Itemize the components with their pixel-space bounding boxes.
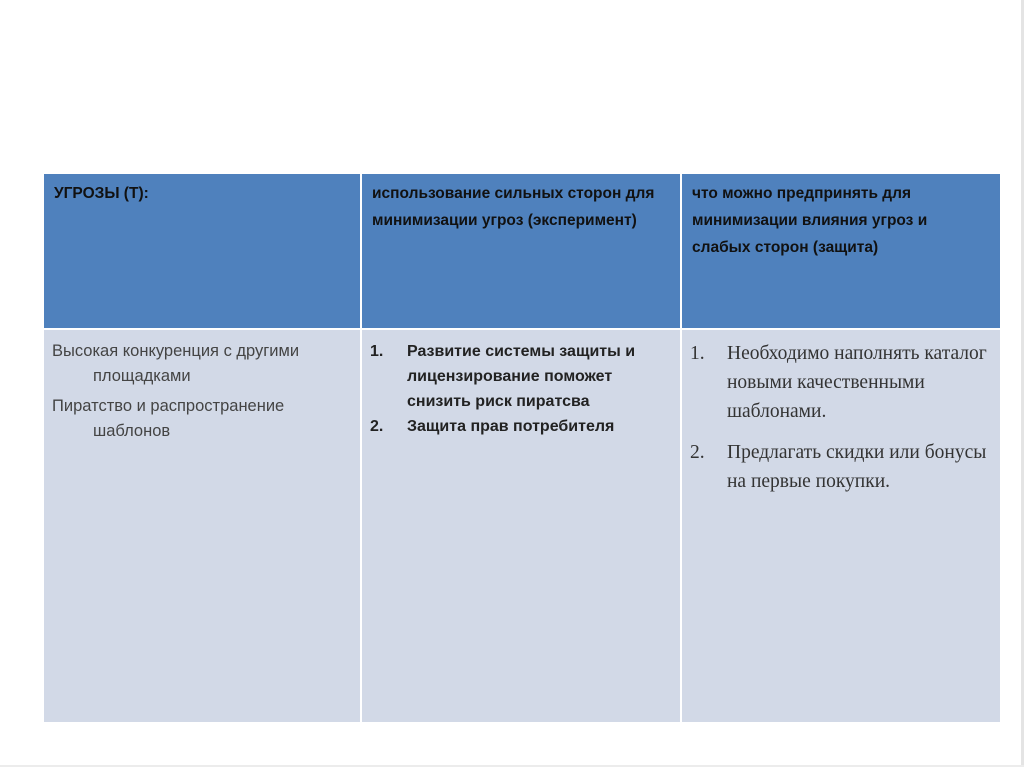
threat-item: Пиратство и распространение шаблонов: [52, 397, 285, 440]
strengths-use-item: [370, 414, 672, 439]
list-number: 1.: [690, 343, 705, 364]
header-row: [43, 173, 1001, 329]
body-row: [43, 329, 1001, 723]
header-defense-label: что можно предпринять для минимизации влияния угроз и слабых сторон (защита): [692, 185, 928, 256]
strengths-use-item: [370, 339, 672, 414]
list-text: Предлагать скидки или бонусы на первые покупки.: [727, 442, 987, 492]
list-number: 2.: [370, 418, 384, 435]
header-cell-defense: [681, 173, 1001, 329]
list-number: 2.: [690, 442, 705, 463]
header-threats-label: УГРОЗЫ (Т):: [54, 185, 149, 202]
list-text: Развитие системы защиты и лицензирование поможет снизить риск пиратсва: [407, 343, 636, 410]
swot-threats-table: [42, 172, 1002, 724]
threats-cell: [43, 329, 361, 723]
header-cell-threats: [43, 173, 361, 329]
header-strengths-use-label: использование сильных сторон для минимизации угроз (эксперимент): [372, 185, 655, 229]
threat-item: Высокая конкуренция с другими площадками: [52, 342, 300, 385]
defense-item: [690, 339, 992, 426]
strengths-use-cell: [361, 329, 681, 723]
defense-item: [690, 438, 992, 496]
header-cell-strengths-use: [361, 173, 681, 329]
list-number: 1.: [370, 343, 384, 360]
defense-cell: [681, 329, 1001, 723]
list-text: Защита прав потребителя: [407, 418, 615, 435]
list-text: Необходимо наполнять каталог новыми качественными шаблонами.: [727, 343, 987, 422]
